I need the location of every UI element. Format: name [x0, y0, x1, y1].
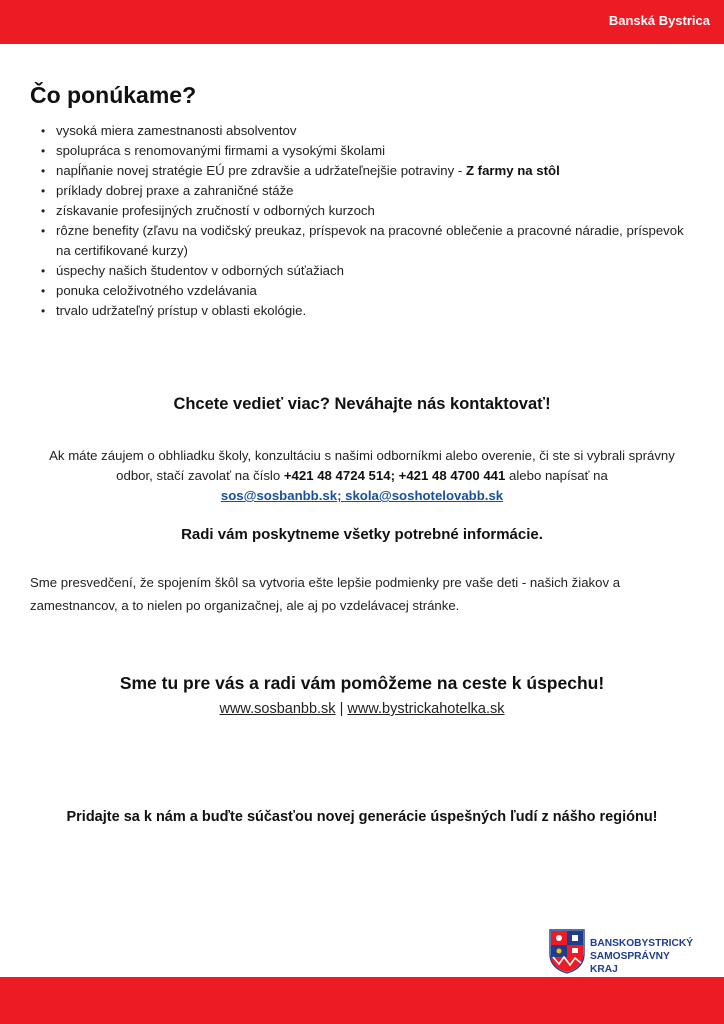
header-city: Banská Bystrica [608, 13, 710, 28]
logo-text-line1: BANSKOBYSTRICKÝ [590, 938, 694, 949]
offer-title: Čo ponúkame? [30, 82, 197, 108]
header-bar [0, 0, 724, 44]
offer-list [40, 121, 700, 321]
coat-of-arms-icon [548, 928, 586, 974]
join-heading: Pridajte sa k nám a buďte súčasťou novej generácie úspešných ľudí z nášho regiónu! [66, 809, 658, 825]
list-item: • vysoká miera zamestnanosti absolventov [40, 121, 700, 141]
list-item: • spolupráca s renomovanými firmami a vysokými školami [40, 141, 700, 161]
info-heading: Radi vám poskytneme všetky potrebné informácie. [181, 526, 543, 543]
bbsk-logo [548, 928, 698, 974]
website-links: www.sosbanbb.sk | www.bystrickahotelka.sk [219, 701, 505, 717]
list-item: • trvalo udržateľný prístup v oblasti ekológie. [40, 301, 700, 321]
phone-number-1: +421 48 4724 514 [283, 468, 391, 483]
list-item: • rôzne benefity (zľavu na vodičský preukaz, príspevok na pracovné oblečenie a pracovné náradie, príspevok na certifikované kurzy) [40, 221, 700, 261]
email-link-sos[interactable]: sos@sosbanbb.sk [220, 488, 338, 503]
phone-number-2: +421 48 4700 441 [398, 468, 506, 483]
list-item: • získavanie profesijných zručností v odborných kurzoch [40, 201, 700, 221]
contact-paragraph: Ak máte záujem o obhliadku školy, konzultáciu s našimi odborníkmi alebo overenie, či ste si vybrali správny odbor, stačí zavolať na číslo +421 48 4724 514; +421 48 4700 441 alebo napísať na sos@sosbanbb.sk; skola@soshotelovabb.sk [49, 448, 675, 503]
logo-text-line2: SAMOSPRÁVNY KRAJ [590, 951, 670, 975]
belief-paragraph: Sme presvedčení, že spojením škôl sa vytvoria ešte lepšie podmienky pre vaše deti - našich žiakov a zamestnancov, a to nielen po organizačnej, ale aj po vzdelávacej stránke. [30, 575, 621, 613]
logo-text [590, 937, 698, 976]
website-link-bystrickahotelka[interactable]: www.bystrickahotelka.sk [347, 701, 505, 717]
email-link-hotelova[interactable]: skola@soshotelovabb.sk [345, 488, 504, 503]
list-item: • napĺňanie novej stratégie EÚ pre zdravšie a udržateľnejšie potraviny - Z farmy na stôl [40, 161, 700, 181]
website-link-sosbanbb[interactable]: www.sosbanbb.sk [219, 701, 336, 717]
list-item: • príklady dobrej praxe a zahraničné stáže [40, 181, 700, 201]
help-heading: Sme tu pre vás a radi vám pomôžeme na ceste k úspechu! [119, 673, 605, 693]
list-item: • úspechy našich študentov v odborných súťažiach [40, 261, 700, 281]
contact-heading: Chcete vedieť viac? Neváhajte nás kontaktovať! [173, 395, 551, 413]
footer-bar [0, 977, 724, 1024]
list-item: • ponuka celoživotného vzdelávania [40, 281, 700, 301]
farm-to-fork-label: Z farmy na stôl [465, 163, 560, 178]
